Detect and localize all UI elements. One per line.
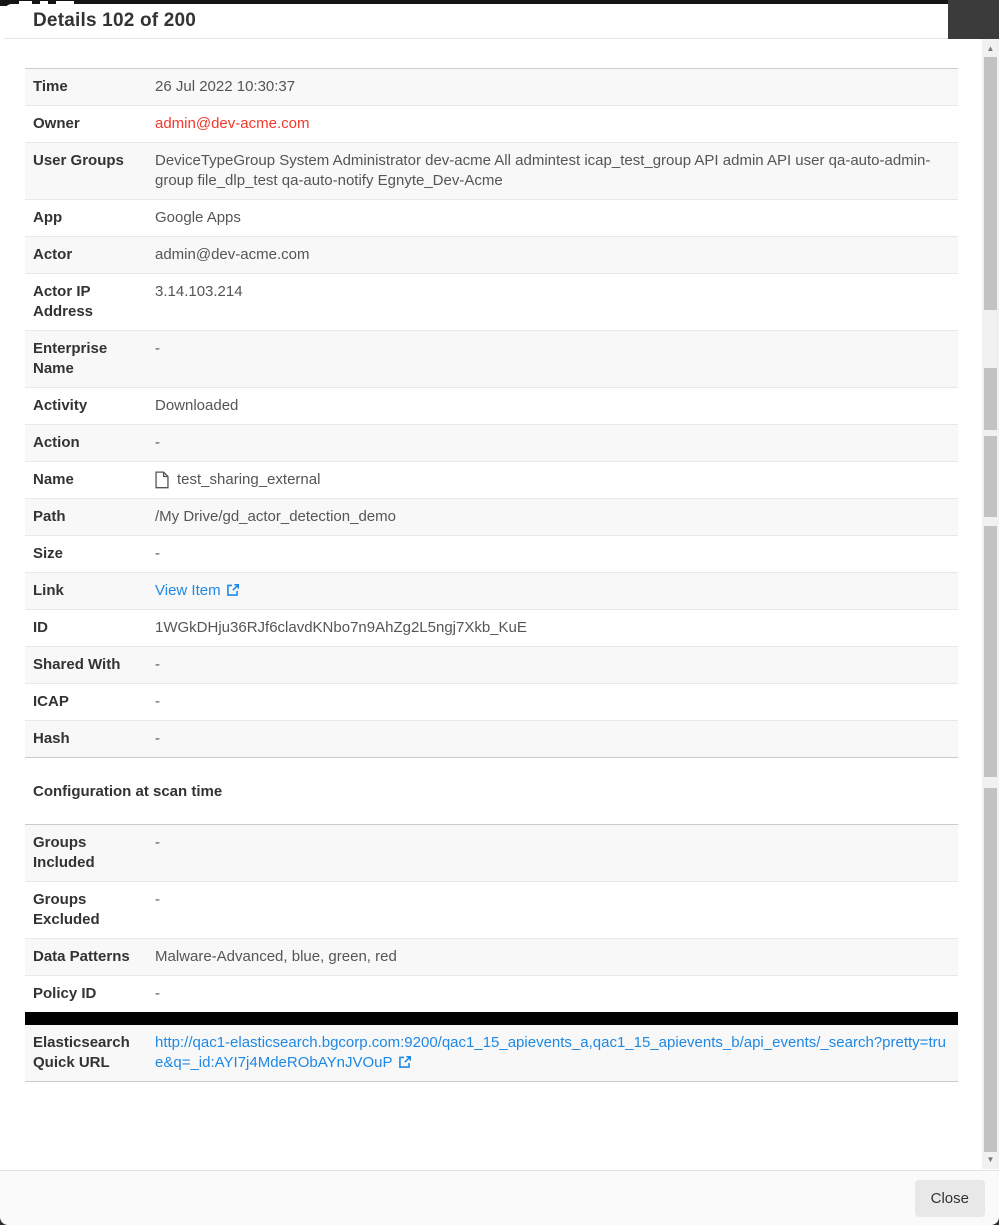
row-value: [155, 433, 950, 453]
link-text: View Item: [155, 582, 221, 599]
scrollbar-thumb[interactable]: [984, 57, 997, 310]
row-label: Path: [33, 508, 66, 525]
table-row: [25, 105, 958, 142]
row-value: [155, 544, 950, 564]
table-row: [25, 975, 958, 1012]
row-value-text: /My Drive/gd_actor_detection_demo: [155, 508, 396, 525]
file-name: test_sharing_external: [177, 471, 321, 488]
row-value: [155, 890, 950, 910]
scrollbar-thumb[interactable]: [984, 788, 997, 1152]
scroll-down-icon[interactable]: ▼: [986, 1155, 995, 1164]
table-row: [25, 69, 958, 105]
table-row: [25, 609, 958, 646]
row-label: Activity: [33, 397, 88, 414]
row-label: Data Patterns: [33, 948, 130, 965]
row-label: App: [33, 209, 63, 226]
details-table: [25, 68, 958, 758]
row-value: [155, 151, 950, 191]
configuration-table: [25, 824, 958, 1082]
row-value: [155, 833, 950, 853]
table-row: [25, 498, 958, 535]
external-link-icon: [226, 583, 240, 597]
row-label: Enterprise Name: [33, 340, 108, 377]
row-value-text: admin@dev-acme.com: [155, 115, 310, 132]
row-label: ID: [33, 619, 48, 636]
row-label: Owner: [33, 115, 80, 132]
modal-title: Details 102 of 200: [33, 10, 197, 31]
row-label: Groups Included: [33, 834, 95, 871]
table-row: [25, 199, 958, 236]
scrollbar-thumb[interactable]: [984, 526, 997, 777]
row-value-text: -: [155, 340, 160, 357]
scroll-up-icon[interactable]: ▲: [986, 44, 995, 53]
file-icon: [155, 471, 169, 489]
row-label: Hash: [33, 730, 70, 747]
modal-footer: [0, 1170, 999, 1225]
row-value-text: -: [155, 985, 160, 1002]
row-label: Action: [33, 434, 80, 451]
row-label: Name: [33, 471, 74, 488]
view-item-link[interactable]: [155, 581, 240, 601]
black-divider-bar: [25, 1012, 958, 1025]
table-row: [25, 938, 958, 975]
row-value-text: admin@dev-acme.com: [155, 246, 310, 263]
link-text: http://qac1-elasticsearch.bgcorp.com:9200/qac1_15_apievents_a,qac1_15_apievents_b/api_events/_search?pretty=true&q=_id:AYI7j4MdeRObAYnJVOuP: [155, 1034, 946, 1071]
scrollbar-thumb[interactable]: [984, 436, 997, 517]
row-value-text: Downloaded: [155, 397, 239, 414]
table-row: [25, 142, 958, 199]
row-label: Elasticsearch Quick URL: [33, 1034, 130, 1071]
page-backdrop-corner: [948, 0, 999, 39]
row-label: Policy ID: [33, 985, 97, 1002]
table-row: [25, 881, 958, 938]
row-value: [155, 581, 950, 601]
row-value: [155, 77, 950, 97]
table-row: [25, 461, 958, 498]
table-row: [25, 1025, 958, 1081]
row-value: [155, 729, 950, 749]
row-value: [155, 208, 950, 228]
row-value: [155, 655, 950, 675]
table-row: [25, 646, 958, 683]
row-label: Groups Excluded: [33, 891, 100, 928]
table-row: [25, 825, 958, 881]
row-value-text: -: [155, 834, 160, 851]
row-value-text: -: [155, 656, 160, 673]
row-label: Time: [33, 78, 68, 95]
row-value: [155, 618, 950, 638]
row-label: Size: [33, 545, 64, 562]
table-row: [25, 387, 958, 424]
row-value: [155, 984, 950, 1004]
row-value: [155, 470, 950, 490]
table-row: [25, 273, 958, 330]
row-value-text: -: [155, 730, 160, 747]
scrollbar[interactable]: [982, 39, 999, 1169]
row-value-text: 3.14.103.214: [155, 283, 243, 300]
row-label: Actor IP Address: [33, 283, 94, 320]
table-row: [25, 683, 958, 720]
table-row: [25, 572, 958, 609]
section-heading: Configuration at scan time: [33, 783, 223, 800]
row-value-text: Google Apps: [155, 209, 241, 226]
row-value: [155, 282, 950, 302]
row-value-text: -: [155, 434, 160, 451]
elasticsearch-url-link[interactable]: [155, 1033, 950, 1073]
table-row: [25, 720, 958, 757]
row-label: User Groups: [33, 152, 124, 169]
row-value: [155, 114, 950, 134]
row-value: [155, 396, 950, 416]
row-value-text: 1WGkDHju36RJf6clavdKNbo7n9AhZg2L5ngj7Xkb_KuE: [155, 619, 527, 636]
row-label: Actor: [33, 246, 73, 263]
table-row: [25, 424, 958, 461]
external-link-icon: [398, 1055, 412, 1069]
row-value-text: -: [155, 693, 160, 710]
table-row: [25, 330, 958, 387]
row-label: ICAP: [33, 693, 69, 710]
row-value: [155, 692, 950, 712]
close-button[interactable]: Close: [915, 1180, 985, 1217]
row-value-text: Malware-Advanced, blue, green, red: [155, 948, 397, 965]
table-row: [25, 236, 958, 273]
modal-body: [4, 40, 982, 1170]
row-value: [155, 1033, 950, 1073]
row-value: [155, 507, 950, 527]
row-value: [155, 339, 950, 359]
row-value-text: 26 Jul 2022 10:30:37: [155, 78, 296, 95]
row-value: [155, 947, 950, 967]
row-value: [155, 245, 950, 265]
row-label: Link: [33, 582, 64, 599]
row-value-text: -: [155, 545, 160, 562]
scrollbar-thumb[interactable]: [984, 368, 997, 430]
modal-header: [4, 4, 999, 39]
row-value-text: DeviceTypeGroup System Administrator dev-acme All admintest icap_test_group API admin API user qa-auto-admin-group file_dlp_test qa-auto-notify Egnyte_Dev-Acme: [155, 152, 931, 189]
row-label: Shared With: [33, 656, 121, 673]
table-row: [25, 535, 958, 572]
row-value-text: -: [155, 891, 160, 908]
